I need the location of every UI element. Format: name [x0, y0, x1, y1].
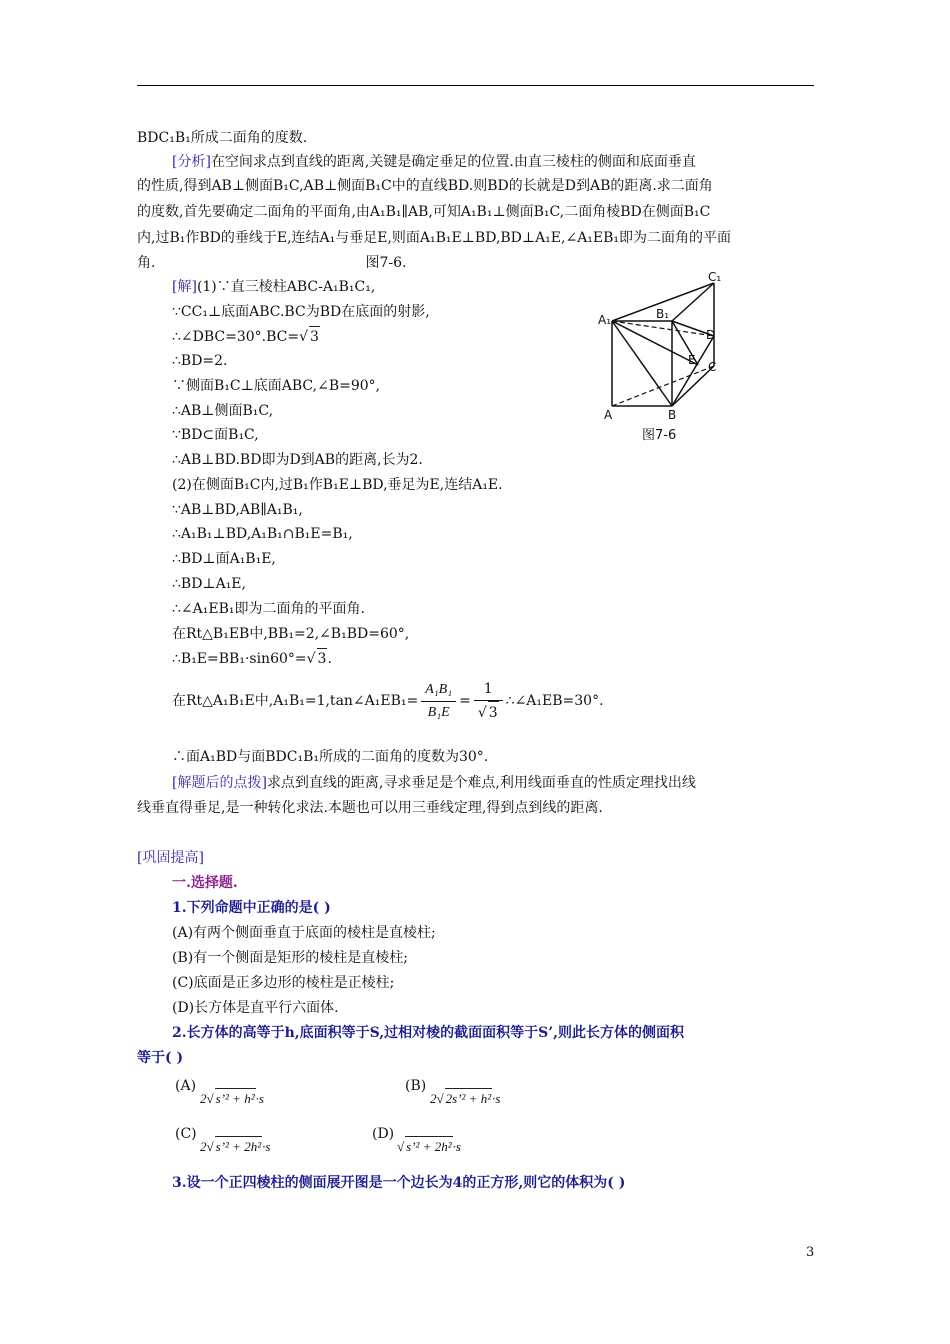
- section-heading: 一.选择题.: [172, 875, 238, 891]
- question-2-option-b-label: (B): [405, 1078, 427, 1094]
- consolidation-heading: [巩固提高]: [137, 850, 204, 866]
- label-a1: A₁: [598, 313, 612, 327]
- solution-step: ∵侧面B₁C⊥底面ABC,∠B=90°,: [172, 378, 381, 394]
- question-1-stem: 1.下列命题中正确的是( ): [172, 900, 331, 916]
- label-d: D: [706, 328, 716, 342]
- tip-line-2: 线垂直得垂足,是一种转化求法.本题也可以用三垂线定理,得到点到线的距离.: [137, 800, 603, 816]
- question-2-option-d-label: (D): [372, 1126, 395, 1142]
- question-3-stem: 3.设一个正四棱柱的侧面展开图是一个边长为4的正方形,则它的体积为( ): [172, 1175, 626, 1191]
- label-e: E: [688, 353, 696, 367]
- figure-7-6: [598, 270, 728, 454]
- analysis-line-4: 内,过B₁作BD的垂线于E,连结A₁与垂足E,则面A₁B₁E⊥BD,BD⊥A₁E,∠A₁EB₁即为二面角的平面: [137, 230, 732, 246]
- question-2-option-c-label: (C): [175, 1126, 197, 1142]
- analysis-line-2: 的性质,得到AB⊥侧面B₁C,AB⊥侧面B₁C中的直线BD.则BD的长就是D到AB的距离.求二面角: [137, 178, 713, 194]
- hidden-edge-a-c: [612, 366, 714, 406]
- label-b1: B₁: [656, 307, 670, 321]
- edge-a1-b: [612, 321, 672, 406]
- question-2-option-c-formula: 2√ s’² + 2h²·s: [200, 1136, 270, 1157]
- solution-first-line: [解](1)∵直三棱柱ABC-A₁B₁C₁,: [172, 279, 376, 295]
- label-c1: C₁: [708, 270, 722, 284]
- solution-step: ∴∠A₁EB₁即为二面角的平面角.: [172, 601, 365, 617]
- solution-step: ∴AB⊥侧面B₁C,: [172, 403, 274, 419]
- question-1-option-a: (A)有两个侧面垂直于底面的棱柱是直棱柱;: [172, 925, 436, 941]
- solution-label: [解]: [172, 279, 197, 295]
- header-rule: [137, 85, 814, 86]
- analysis-label: [分析]: [172, 154, 211, 170]
- figure-reference: 图7-6.: [365, 255, 407, 271]
- tangent-equation: 在Rt△A₁B₁E中,A₁B₁=1,tan∠A₁EB₁= $\frac{\text{A₁B₁}}{\text{B₁E}}$ = $\frac{1}{√ 3}$ ∴∠A₁EB=30°.: [172, 678, 604, 724]
- solution-step: ∴BD⊥面A₁B₁E,: [172, 551, 276, 567]
- question-2-option-a-formula: 2√ s’² + h²·s: [200, 1088, 264, 1109]
- fraction-one-over-sqrt3: $\frac{1}{√ 3}$: [474, 678, 503, 724]
- question-2-stem-line-1: 2.长方体的高等于h,底面积等于S,过相对棱的截面面积等于S’,则此长方体的侧面积: [172, 1025, 685, 1041]
- label-a: A: [604, 408, 613, 422]
- analysis-line-1: [分析]在空间求点到直线的距离,关键是确定垂足的位置.由直三棱柱的侧面和底面垂直: [172, 154, 696, 170]
- figure-caption: 图7-6: [642, 428, 677, 443]
- analysis-line-5: 角. 图7-6.: [137, 255, 407, 271]
- solution-step: ∴BD⊥A₁E,: [172, 576, 246, 592]
- question-2-option-a-label: (A): [175, 1078, 197, 1094]
- question-1-option-c: (C)底面是正多边形的棱柱是正棱柱;: [172, 975, 395, 991]
- solution-step: ∴A₁B₁⊥BD,A₁B₁∩B₁E=B₁,: [172, 526, 353, 542]
- solution-step: ∴AB⊥BD.BD即为D到AB的距离,长为2.: [172, 452, 423, 468]
- question-2-option-b-formula: 2√ 2s’² + h²·s: [430, 1088, 500, 1109]
- tip-label: [解题后的点拨]: [172, 775, 267, 791]
- analysis-line-3: 的度数,首先要确定二面角的平面角,由A₁B₁∥AB,可知A₁B₁⊥侧面B₁C,二面角棱BD在侧面B₁C: [137, 204, 711, 220]
- sqrt-sign: √: [299, 329, 309, 345]
- solution-step: ∴∠DBC=30°.BC=√ 3: [172, 326, 320, 347]
- solution-step: ∴BD=2.: [172, 353, 228, 369]
- solution-step: ∵BD⊂面B₁C,: [172, 427, 259, 443]
- tip-line-1: [解题后的点拨]求点到直线的距离,寻求垂足是个难点,利用线面垂直的性质定理找出线: [172, 775, 696, 791]
- question-2-option-d-formula: √ s’² + 2h²·s: [397, 1136, 461, 1157]
- intro-line: BDC₁B₁所成二面角的度数.: [137, 130, 308, 146]
- edge-b1-c1: [672, 283, 714, 321]
- solution-step: 在Rt△B₁EB中,BB₁=2,∠B₁BD=60°,: [172, 626, 410, 642]
- fraction-a1b1-over-b1e: $\frac{\text{A₁B₁}}{\text{B₁E}}$: [421, 679, 456, 724]
- solution-step: (2)在侧面B₁C内,过B₁作B₁E⊥BD,垂足为E,连结A₁E.: [172, 477, 503, 493]
- solution-step: ∵AB⊥BD,AB∥A₁B₁,: [172, 502, 303, 518]
- solution-step: ∴B₁E=BB₁·sin60°=√ 3.: [172, 648, 332, 669]
- solution-step: ∵CC₁⊥底面ABC.BC为BD在底面的射影,: [172, 304, 430, 320]
- solution-conclusion: ∴面A₁BD与面BDC₁B₁所成的二面角的度数为30°.: [172, 749, 489, 765]
- question-2-stem-line-2: 等于( ): [137, 1050, 184, 1066]
- question-1-option-b: (B)有一个侧面是矩形的棱柱是直棱柱;: [172, 950, 408, 966]
- page-number: 3: [806, 1245, 815, 1260]
- sqrt-radicand: 3: [317, 648, 328, 669]
- prism-diagram: [598, 270, 728, 450]
- question-1-option-d: (D)长方体是直平行六面体.: [172, 1000, 339, 1016]
- label-b: B: [668, 408, 677, 422]
- sqrt-sign: √: [306, 651, 316, 667]
- label-c: C: [708, 360, 717, 374]
- sqrt-radicand: 3: [309, 326, 320, 347]
